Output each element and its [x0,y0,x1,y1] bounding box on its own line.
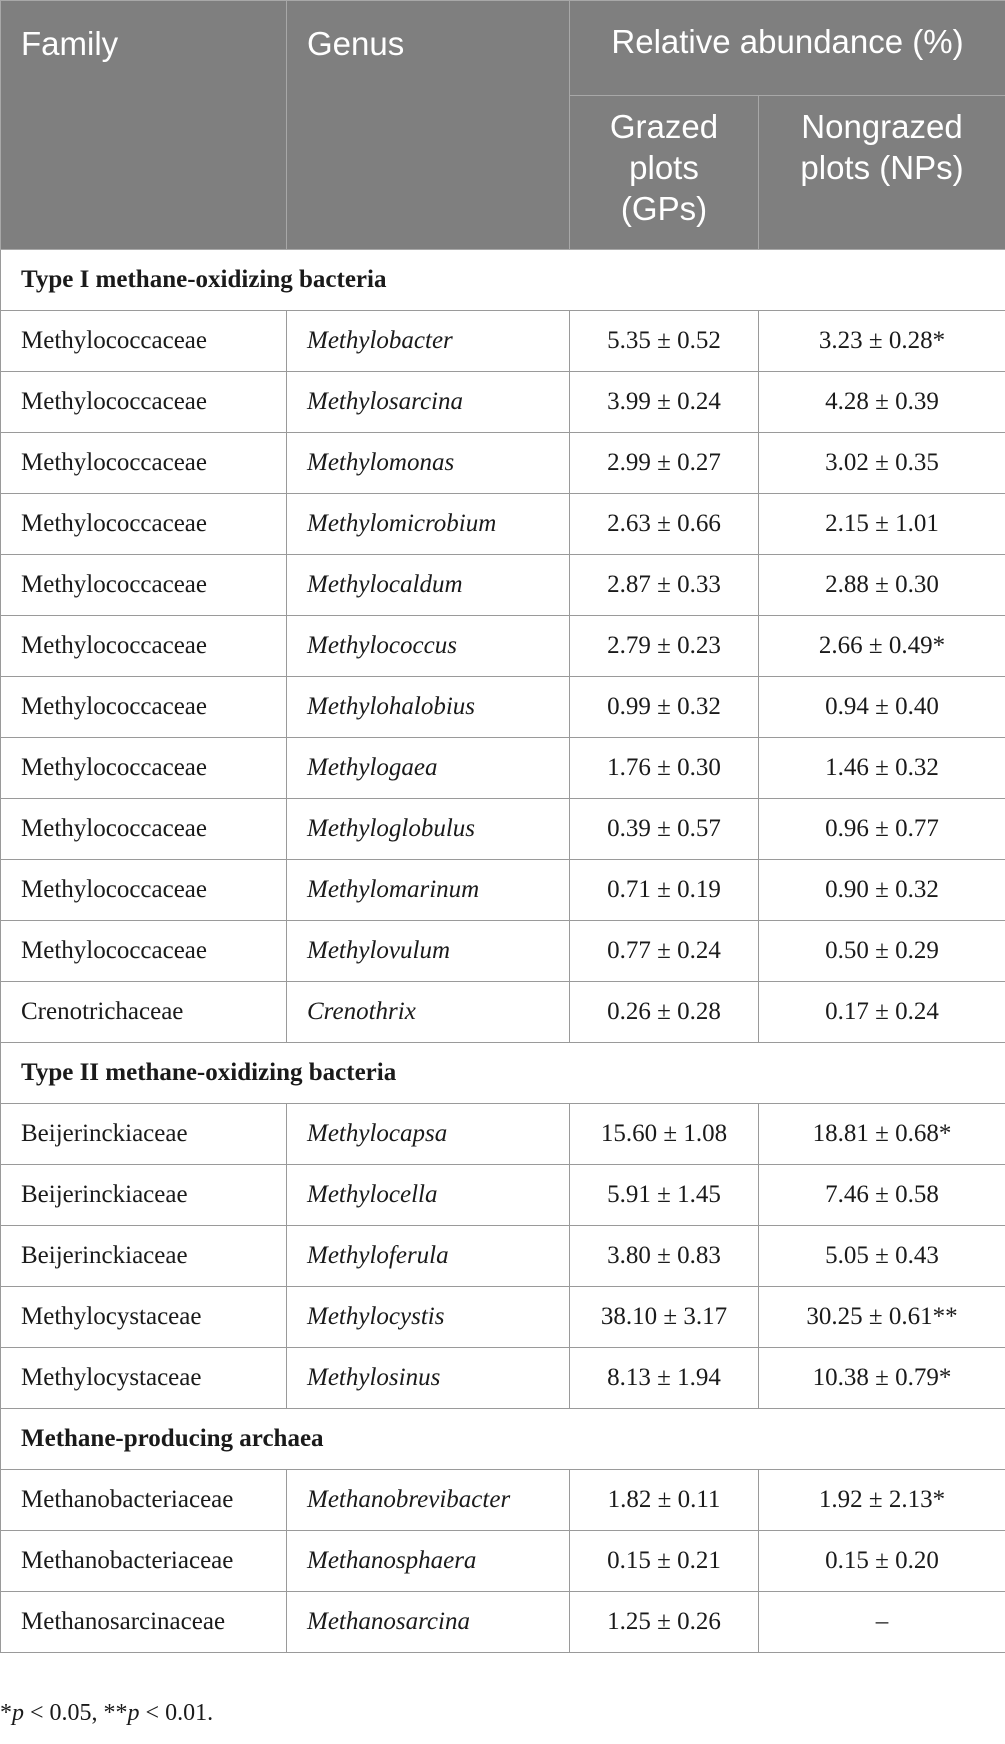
header-family: Family [1,1,287,250]
nongrazed-value-cell: 4.28 ± 0.39 [759,372,1005,433]
genus-cell: Methylosinus [287,1348,570,1409]
table-row [1,1287,1005,1348]
nongrazed-value-cell: 0.94 ± 0.40 [759,677,1005,738]
table-row [1,372,1005,433]
table-row [1,311,1005,372]
grazed-value-cell: 38.10 ± 3.17 [570,1287,759,1348]
nongrazed-value-cell: 0.96 ± 0.77 [759,799,1005,860]
table-row [1,1165,1005,1226]
grazed-value-cell: 0.39 ± 0.57 [570,799,759,860]
footnote-threshold-2: < 0.01. [139,1700,214,1726]
genus-cell: Methylobacter [287,311,570,372]
section-row [1,1043,1005,1104]
family-cell: Methylococcaceae [1,372,287,433]
section-title: Type I methane-oxidizing bacteria [1,250,1005,311]
family-cell: Methylococcaceae [1,311,287,372]
genus-cell: Methylovulum [287,921,570,982]
nongrazed-value-cell: 1.46 ± 0.32 [759,738,1005,799]
nongrazed-value-cell: 30.25 ± 0.61** [759,1287,1005,1348]
table-row [1,799,1005,860]
family-cell: Methylococcaceae [1,921,287,982]
family-cell: Beijerinckiaceae [1,1165,287,1226]
family-cell: Methylococcaceae [1,738,287,799]
table-row [1,1226,1005,1287]
genus-cell: Methylomonas [287,433,570,494]
family-cell: Methylococcaceae [1,433,287,494]
table-row [1,433,1005,494]
table-row [1,494,1005,555]
genus-cell: Methylosarcina [287,372,570,433]
section-row [1,1409,1005,1470]
grazed-value-cell: 2.87 ± 0.33 [570,555,759,616]
genus-cell: Methanosarcina [287,1592,570,1653]
section-row [1,250,1005,311]
family-cell: Crenotrichaceae [1,982,287,1043]
grazed-value-cell: 1.25 ± 0.26 [570,1592,759,1653]
grazed-value-cell: 5.91 ± 1.45 [570,1165,759,1226]
genus-cell: Methylomicrobium [287,494,570,555]
grazed-value-cell: 3.80 ± 0.83 [570,1226,759,1287]
header-genus: Genus [287,1,570,250]
family-cell: Methylococcaceae [1,677,287,738]
table-row [1,738,1005,799]
table-row [1,982,1005,1043]
table-body [1,250,1005,1653]
genus-cell: Methylogaea [287,738,570,799]
family-cell: Methylocystaceae [1,1348,287,1409]
grazed-value-cell: 8.13 ± 1.94 [570,1348,759,1409]
family-cell: Beijerinckiaceae [1,1104,287,1165]
genus-cell: Methylocella [287,1165,570,1226]
table-row [1,1531,1005,1592]
genus-cell: Methylocystis [287,1287,570,1348]
footnote-threshold-1: < 0.05, [24,1700,104,1726]
table-row [1,1470,1005,1531]
genus-cell: Methylohalobius [287,677,570,738]
nongrazed-value-cell: 2.66 ± 0.49* [759,616,1005,677]
family-cell: Methylococcaceae [1,494,287,555]
family-cell: Methylococcaceae [1,616,287,677]
footnote-symbol-2: ** [103,1700,128,1726]
nongrazed-value-cell: 0.15 ± 0.20 [759,1531,1005,1592]
grazed-value-cell: 2.99 ± 0.27 [570,433,759,494]
genus-cell: Methylocaldum [287,555,570,616]
genus-cell: Crenothrix [287,982,570,1043]
grazed-value-cell: 15.60 ± 1.08 [570,1104,759,1165]
grazed-value-cell: 5.35 ± 0.52 [570,311,759,372]
header-nongrazed-plots: Nongrazed plots (NPs) [759,96,1005,250]
grazed-value-cell: 3.99 ± 0.24 [570,372,759,433]
family-cell: Methylococcaceae [1,799,287,860]
table-row [1,1348,1005,1409]
grazed-value-cell: 2.79 ± 0.23 [570,616,759,677]
nongrazed-value-cell: 3.02 ± 0.35 [759,433,1005,494]
header-grazed-plots: Grazed plots (GPs) [570,96,759,250]
family-cell: Methylocystaceae [1,1287,287,1348]
footnote-p-2: p [127,1700,140,1726]
header-relative-abundance: Relative abundance (%) [570,1,1005,96]
nongrazed-value-cell: 2.15 ± 1.01 [759,494,1005,555]
genus-cell: Methanosphaera [287,1531,570,1592]
nongrazed-value-cell: 10.38 ± 0.79* [759,1348,1005,1409]
nongrazed-value-cell: 2.88 ± 0.30 [759,555,1005,616]
family-cell: Methylococcaceae [1,555,287,616]
footnote-p-1: p [12,1700,24,1726]
family-cell: Methylococcaceae [1,860,287,921]
table-row [1,1104,1005,1165]
genus-cell: Methylomarinum [287,860,570,921]
family-cell: Beijerinckiaceae [1,1226,287,1287]
nongrazed-value-cell: 18.81 ± 0.68* [759,1104,1005,1165]
genus-cell: Methylococcus [287,616,570,677]
significance-footnote [0,1700,213,1727]
grazed-value-cell: 0.77 ± 0.24 [570,921,759,982]
genus-cell: Methanobrevibacter [287,1470,570,1531]
nongrazed-value-cell: 0.17 ± 0.24 [759,982,1005,1043]
nongrazed-value-cell: 0.90 ± 0.32 [759,860,1005,921]
table-row [1,677,1005,738]
genus-cell: Methyloglobulus [287,799,570,860]
grazed-value-cell: 0.15 ± 0.21 [570,1531,759,1592]
nongrazed-value-cell: 5.05 ± 0.43 [759,1226,1005,1287]
genus-cell: Methylocapsa [287,1104,570,1165]
family-cell: Methanobacteriaceae [1,1531,287,1592]
grazed-value-cell: 0.99 ± 0.32 [570,677,759,738]
nongrazed-value-cell: 3.23 ± 0.28* [759,311,1005,372]
grazed-value-cell: 1.82 ± 0.11 [570,1470,759,1531]
grazed-value-cell: 1.76 ± 0.30 [570,738,759,799]
nongrazed-value-cell: 0.50 ± 0.29 [759,921,1005,982]
grazed-value-cell: 2.63 ± 0.66 [570,494,759,555]
grazed-value-cell: 0.26 ± 0.28 [570,982,759,1043]
footnote-symbol-1: * [0,1700,12,1726]
table-row [1,1592,1005,1653]
family-cell: Methanobacteriaceae [1,1470,287,1531]
table-header [1,1,1005,250]
table-row [1,616,1005,677]
section-title: Type II methane-oxidizing bacteria [1,1043,1005,1104]
table-row [1,860,1005,921]
genus-cell: Methyloferula [287,1226,570,1287]
table-row [1,555,1005,616]
table-row [1,921,1005,982]
section-title: Methane-producing archaea [1,1409,1005,1470]
family-cell: Methanosarcinaceae [1,1592,287,1653]
nongrazed-value-cell: – [759,1592,1005,1653]
nongrazed-value-cell: 1.92 ± 2.13* [759,1470,1005,1531]
nongrazed-value-cell: 7.46 ± 0.58 [759,1165,1005,1226]
grazed-value-cell: 0.71 ± 0.19 [570,860,759,921]
